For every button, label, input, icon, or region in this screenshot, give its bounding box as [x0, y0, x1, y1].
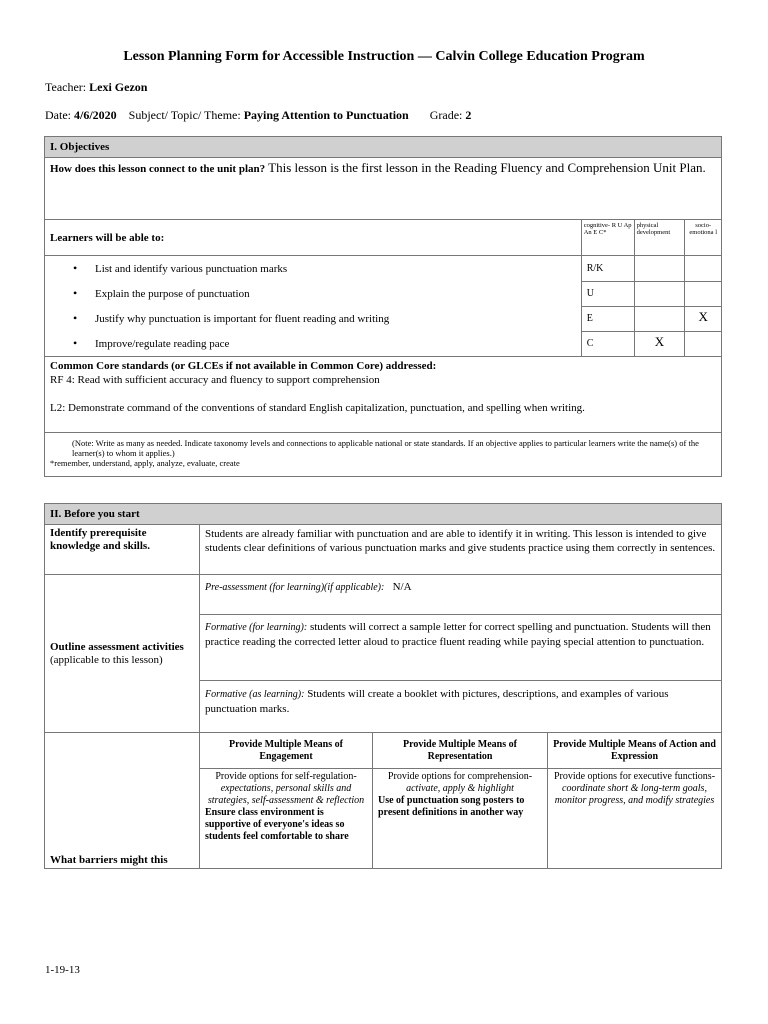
date-label: Date:: [45, 108, 71, 122]
udl-header-representation: Provide Multiple Means of Representation: [373, 733, 548, 769]
objectives-header: I. Objectives: [45, 137, 722, 158]
pre-assessment-value: N/A: [392, 581, 412, 593]
page-title: Lesson Planning Form for Accessible Instruction — Calvin College Education Program: [123, 49, 645, 64]
formative-learning-label: Formative (for learning):: [205, 622, 308, 633]
pre-assessment-cell: [200, 575, 722, 615]
objective-row: [45, 306, 722, 331]
grade-label: Grade:: [429, 108, 463, 122]
udl-representation-b: activate, apply & highlight: [406, 783, 514, 794]
connect-question: How does this lesson connect to the unit plan?: [50, 163, 266, 175]
objective-row: [45, 256, 722, 282]
before-header: II. Before you start: [45, 504, 722, 525]
cog-level: U: [581, 281, 634, 306]
udl-engagement-a: Provide options for self-regulation-: [215, 771, 357, 782]
subject-value: Paying Attention to Punctuation: [243, 108, 409, 122]
objective-row: [45, 331, 722, 357]
objective-text: Improve/regulate reading pace: [95, 337, 230, 350]
bullet-icon: •: [73, 311, 78, 325]
udl-action-a: Provide options for executive functions-: [553, 771, 716, 782]
socio-mark: [685, 256, 722, 282]
learners-label: Learners will be able to:: [45, 220, 582, 256]
col-header-cognitive: cognitive- R U Ap An E C*: [581, 220, 634, 256]
socio-mark: [685, 281, 722, 306]
udl-header-action: Provide Multiple Means of Action and Expression: [548, 733, 722, 769]
teacher-name: Lexi Gezon: [89, 80, 148, 94]
pre-assessment-label: Pre-assessment (for learning)(if applicable):: [205, 582, 385, 593]
standard-l2: L2: Demonstrate command of the conventions of standard English capitalization, punctuation, and spelling when writing.: [50, 402, 585, 414]
note-text: (Note: Write as many as needed. Indicate taxonomy levels and connections to applicable national or state standards. If an objective applies to particular learners write the name(s) of the learner(s) to whom it applies.): [72, 438, 699, 458]
phys-mark: X: [634, 331, 685, 357]
objective-text: List and identify various punctuation marks: [95, 262, 288, 275]
udl-engagement-c: Ensure class environment is supportive of everyone's ideas so students feel comfortable to share: [205, 807, 349, 842]
cog-level: R/K: [581, 256, 634, 282]
grade-value: 2: [465, 108, 472, 122]
date-value: 4/6/2020: [74, 108, 117, 122]
phys-mark: [634, 256, 685, 282]
phys-mark: [634, 306, 685, 331]
udl-representation-cell: [373, 769, 548, 869]
formative-learning-cell: [200, 615, 722, 681]
teacher-label: Teacher:: [45, 80, 87, 94]
udl-action-b: coordinate short & long-term goals, monitor progress, and modify strategies: [554, 783, 715, 806]
udl-representation-c: Use of punctuation song posters to present definitions in another way: [378, 795, 525, 818]
cog-level: C: [581, 331, 634, 357]
udl-engagement-b: expectations, personal skills and strategies, self-assessment & reflection: [207, 783, 365, 806]
barriers-label: What barriers might this: [45, 733, 200, 869]
date-line: [45, 108, 471, 123]
col-header-socio: socio-emotiona l: [685, 220, 722, 256]
teacher-line: [45, 80, 147, 95]
outline-sub: (applicable to this lesson): [50, 653, 163, 666]
standards-label: Common Core standards (or GLCEs if not available in Common Core) addressed:: [50, 360, 437, 372]
formative-as-learning-label: Formative (as learning):: [205, 689, 305, 700]
udl-header-engagement: Provide Multiple Means of Engagement: [200, 733, 373, 769]
taxonomy-note: *remember, understand, apply, analyze, evaluate, create: [50, 458, 240, 468]
footer-date: 1-19-13: [45, 964, 80, 976]
phys-mark: [634, 281, 685, 306]
before-table: [44, 503, 722, 869]
standard-rf4: RF 4: Read with sufficient accuracy and fluency to support comprehension: [50, 374, 380, 386]
cog-level: E: [581, 306, 634, 331]
socio-mark: X: [685, 306, 722, 331]
note-cell: [45, 433, 722, 477]
prereq-text: Students are already familiar with punctuation and are able to identify it in writing. This lesson is intended to give students clear definitions of various punctuation marks and give students practice using them correctly in sentences.: [200, 525, 722, 575]
standards-cell: [45, 357, 722, 433]
unit-connection: [45, 158, 722, 220]
udl-engagement-cell: [200, 769, 373, 869]
objective-text: Explain the purpose of punctuation: [95, 287, 250, 300]
udl-action-cell: [548, 769, 722, 869]
objective-row: [45, 281, 722, 306]
udl-representation-a: Provide options for comprehension-: [387, 771, 533, 782]
formative-as-learning-cell: [200, 681, 722, 733]
formative-as-learning-text: Students will create a booklet with pictures, descriptions, and examples of various punctuation marks.: [205, 688, 669, 715]
connect-answer: This lesson is the first lesson in the Reading Fluency and Comprehension Unit Plan.: [268, 160, 706, 175]
outline-cell: [45, 575, 200, 733]
prereq-label: Identify prerequisite knowledge and skills.: [45, 525, 200, 575]
bullet-icon: •: [73, 261, 78, 275]
outline-label: Outline assessment activities: [50, 640, 184, 653]
objectives-table: [44, 136, 722, 477]
col-header-physical: physical development: [634, 220, 685, 256]
bullet-icon: •: [73, 336, 78, 350]
bullet-icon: •: [73, 286, 78, 300]
subject-label: Subject/ Topic/ Theme:: [128, 108, 241, 122]
objective-text: Justify why punctuation is important for fluent reading and writing: [95, 312, 390, 325]
formative-learning-text: students will correct a sample letter for correct spelling and punctuation. Students will then practice reading the corrected letter aloud to practice fluent reading while paying special attention to punctuation.: [205, 621, 711, 648]
socio-mark: [685, 331, 722, 357]
